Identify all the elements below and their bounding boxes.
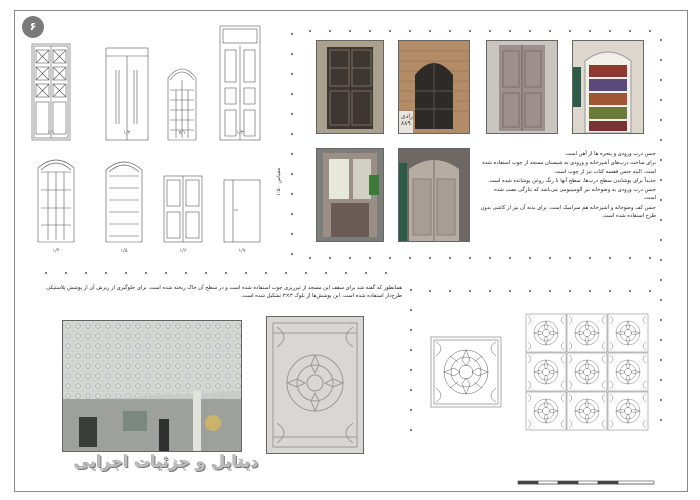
dotted-divider-vertical (660, 30, 662, 430)
photo-glass-door (398, 148, 470, 242)
door-caption: ۱/۴ (52, 248, 60, 254)
ornament-single-drawing (430, 336, 502, 408)
description-line: جنس کف وضوخانه و آشپزخانه هم سرامیک است. برای بدنه آن نیز از کاشی بدون طرح استفاده شده است. (480, 204, 656, 220)
doors-description (480, 150, 656, 221)
description-line: برای ساخت درب‌های آشپزخانه و ورودی به شبستان مسجد از چوب استفاده شده است. البته جنس قفسه کتاب نیز از چوب است. (482, 160, 656, 175)
photo-arched-iron-door (398, 40, 470, 134)
door-elevation-1-7 (224, 180, 260, 242)
description-line: جنس درب ورودی به وضوخانه نیز آلومینیومی می‌باشد که بتازگی نصب شده است. (494, 187, 656, 202)
photo-ceiling (62, 320, 242, 452)
door-elevation-1-5 (106, 162, 142, 242)
description-line: جنس درب ورودی و پنجره ها از آهن است. (564, 151, 656, 157)
photo-wooden-door (486, 40, 558, 134)
door-caption: ۷/۱ (178, 130, 186, 136)
door-elevation-1-3 (220, 26, 260, 140)
door-elevations (20, 20, 280, 260)
door-caption: ۱/۳ (236, 130, 244, 136)
dotted-divider-vertical (291, 24, 293, 256)
photo-ceiling-tile (266, 316, 364, 454)
scale-label: مقیاس ۱:۵۰ (276, 167, 282, 196)
dotted-divider-horizontal (300, 30, 660, 32)
photo-iron-door (316, 40, 384, 134)
door-caption: ۱/۲ (123, 130, 131, 136)
page-number-badge: ۶ (22, 16, 44, 38)
door-caption: ۱/۱ (47, 130, 55, 136)
door-caption: ۱/۷ (238, 248, 246, 254)
photo-watermark: رادی ۸۸۹ (401, 113, 413, 127)
ceiling-description: همانطور که گفته شد برای سقف این مسجد از تیرریزی چوب استفاده شده است و در سطح آن خاک ریخته شده است. برای جلوگیری از ریزش آن از پوشش پلاستیکی طرح‌دار استفاده شده است. این پوشش‌ها از بلوک ۳×۳ تشکیل شده است. (46, 285, 402, 300)
dotted-divider-horizontal (420, 290, 660, 292)
photo-kitchen-door (316, 148, 384, 242)
ornament-grid-drawing (524, 312, 650, 432)
photo-bookcase (572, 40, 644, 134)
dotted-divider-horizontal (36, 272, 396, 274)
door-caption: ۱/۶ (179, 248, 187, 254)
door-elevation-1-6 (164, 176, 202, 242)
scale-bar (516, 478, 656, 486)
description-line: جدیداً برای پوشاندن سطح درب‌ها، سطح آنها با رنگ روغن پوشانده شده است. (487, 177, 656, 184)
door-elevation-1-4 (38, 160, 74, 242)
dotted-divider-horizontal (300, 257, 660, 259)
dotted-divider-vertical (410, 280, 412, 440)
door-caption: ۱/۵ (120, 248, 128, 254)
door-elevation-1-2 (106, 48, 148, 140)
door-elevation-1-1 (32, 44, 70, 140)
footer-title: دیتایل و جزئیات اجرایی (74, 452, 259, 471)
